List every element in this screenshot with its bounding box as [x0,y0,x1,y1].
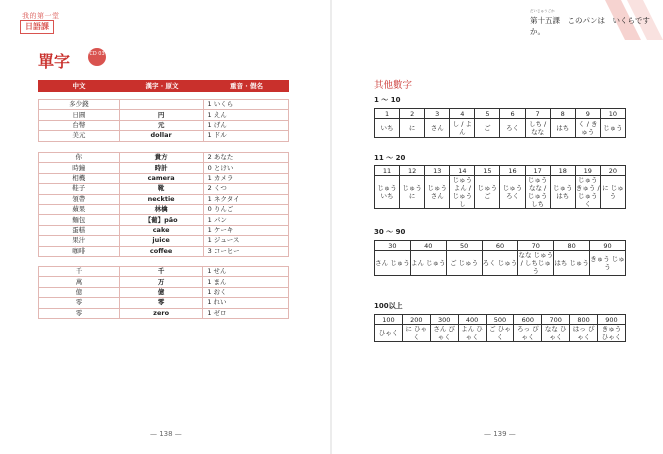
number-cell: 3 [425,109,450,119]
section-title: 單字 [38,52,71,71]
vocab-row [39,308,289,318]
reading-cell: じゅう ご [475,176,500,209]
vocab-row [39,215,289,225]
vocab-chinese: 鞋子 [39,184,120,194]
number-cell: 1 [375,109,400,119]
vocab-kanji: necktie [119,194,203,204]
vocab-row [39,131,289,141]
number-cell: 100 [375,315,403,325]
vocab-row [39,100,289,110]
header-reading: 重音 · 假名 [230,82,263,90]
vocab-row [39,287,289,297]
reading-row [375,251,626,276]
vocab-reading: 1 ケーキ [203,225,288,235]
number-cell: 17 [525,166,550,176]
lesson-ruby: だいじゅうごか [530,9,555,13]
vocab-row [39,277,289,287]
vocab-reading: 2 くつ [203,184,288,194]
vocab-chinese: 萬 [39,277,120,287]
number-cell: 13 [425,166,450,176]
vocab-row [39,225,289,235]
numbers-title: 其他數字 [374,80,413,91]
reading-cell: はち じゅう [554,251,590,276]
reading-cell: じゅう ろく [500,176,525,209]
reading-cell: じゅう [600,119,625,138]
reading-cell: きゅう じゅう [590,251,626,276]
number-cell: 16 [500,166,525,176]
vocab-reading: 2 あなた [203,153,288,163]
vocab-row [39,163,289,173]
vocab-table-large-numbers [38,266,289,319]
number-cell: 4 [450,109,475,119]
reading-cell: さん じゅう [375,251,411,276]
vocab-reading: 1 ゼロ [203,308,289,318]
vocab-row [39,236,289,246]
vocab-chinese: 時鐘 [39,163,120,173]
number-cell: 200 [402,315,430,325]
vocab-reading: 1 まん [203,277,289,287]
reading-cell: じゅう なな / じゅう しち [525,176,550,209]
block-label-11-20: 11 〜 20 [374,154,406,162]
vocab-reading: 1 おく [203,287,289,297]
vocab-chinese: 你 [39,153,120,163]
vocab-chinese: 蛋糕 [39,225,120,235]
block-label-100-plus: 100以上 [374,302,403,310]
left-page [0,0,331,454]
number-cell: 14 [450,166,475,176]
number-cell: 800 [570,315,598,325]
reading-cell: ご ひゃく [486,325,514,342]
vocab-row [39,267,289,277]
vocab-row [39,173,289,183]
reading-cell: さん [425,119,450,138]
header-kanji: 漢字 · 原文 [145,82,179,90]
number-cell: 400 [458,315,486,325]
reading-cell: ろっ ぴゃく [514,325,542,342]
reading-cell: はっ ぴゃく [570,325,598,342]
vocab-kanji: 万 [119,277,202,287]
vocab-reading: 1 れい [203,298,289,308]
vocab-kanji: zero [119,308,202,318]
lesson-title: 第十五課 このパンは いくらですか。 [530,16,650,36]
vocab-chinese: 麵包 [39,215,120,225]
vocab-row [39,153,289,163]
page-number-left: — 138 — [150,430,182,438]
header-chinese: 中文 [72,82,86,90]
reading-cell: ひゃく [375,325,403,342]
vocab-chinese: 多少錢 [39,100,120,110]
vocab-chinese: 蘋果 [39,204,120,214]
reading-cell: じゅう さん [425,176,450,209]
vocab-kanji: 貴方 [119,153,203,163]
reading-cell: ろく [500,119,525,138]
vocab-reading: 1 えん [203,110,289,120]
reading-cell: に ひゃく [402,325,430,342]
vocab-row [39,298,289,308]
vocab-row [39,120,289,130]
vocab-chinese: 相機 [39,173,120,183]
vocab-header [38,80,289,92]
vocab-row [39,194,289,204]
number-cell: 15 [475,166,500,176]
vocab-reading: 1 ジュース [203,236,288,246]
vocab-reading: 0 りんご [203,204,288,214]
page-number-right: — 139 — [484,430,516,438]
vocab-kanji: juice [119,236,203,246]
vocab-reading: 1 げん [203,120,289,130]
vocab-kanji: 元 [119,120,203,130]
number-cell: 18 [550,166,575,176]
reading-cell: さん びゃく [430,325,458,342]
vocab-reading: 0 とけい [203,163,288,173]
vocab-chinese: 日圓 [39,110,120,120]
reading-cell: じゅう いち [375,176,400,209]
number-cell: 8 [550,109,575,119]
reading-cell: し / よん [450,119,475,138]
number-cell: 7 [525,109,550,119]
block-label-30-90: 30 〜 90 [374,228,406,236]
vocab-kanji: 億 [119,287,202,297]
reading-cell: ご じゅう [446,251,482,276]
number-cell: 12 [400,166,425,176]
number-cell: 9 [575,109,600,119]
reading-row [375,119,626,138]
number-cell: 60 [482,241,518,251]
number-row [375,315,626,325]
vocab-kanji: cake [119,225,203,235]
vocab-chinese: 領帶 [39,194,120,204]
vocab-reading: 1 いくら [203,100,289,110]
number-row [375,241,626,251]
vocab-row [39,204,289,214]
vocab-kanji: 時計 [119,163,203,173]
vocab-kanji: camera [119,173,203,183]
vocab-kanji: 零 [119,298,202,308]
reading-cell: なな ひゃく [542,325,570,342]
reading-cell: じゅう に [400,176,425,209]
reading-cell: いち [375,119,400,138]
numbers-table-30-90 [374,240,626,276]
number-cell: 500 [486,315,514,325]
vocab-chinese: 千 [39,267,120,277]
number-cell: 900 [598,315,626,325]
number-cell: 6 [500,109,525,119]
number-row [375,109,626,119]
vocab-row [39,110,289,120]
number-cell: 30 [375,241,411,251]
number-cell: 600 [514,315,542,325]
number-cell: 700 [542,315,570,325]
vocab-reading: 1 カメラ [203,173,288,183]
reading-cell: く / きゅう [575,119,600,138]
vocab-kanji [119,100,203,110]
number-cell: 2 [400,109,425,119]
vocab-row [39,246,289,256]
reading-cell: よん じゅう [410,251,446,276]
vocab-chinese: 美元 [39,131,120,141]
number-cell: 10 [600,109,625,119]
vocab-chinese: 零 [39,298,120,308]
reading-cell: に じゅう [600,176,625,209]
vocab-reading: 1 せん [203,267,289,277]
reading-cell: じゅう よん / じゅう し [450,176,475,209]
right-page [332,0,663,454]
reading-cell: きゅう ひゃく [598,325,626,342]
number-cell: 90 [590,241,626,251]
vocab-kanji: 林檎 [119,204,203,214]
numbers-table-100-plus [374,314,626,342]
number-cell: 40 [410,241,446,251]
reading-cell: ご [475,119,500,138]
vocab-reading: 1 ネクタイ [203,194,288,204]
number-cell: 19 [575,166,600,176]
reading-row [375,325,626,342]
vocab-table-money [38,99,289,142]
reading-cell: じゅう はち [550,176,575,209]
number-cell: 70 [518,241,554,251]
vocab-reading: 3 コーヒー [203,246,288,256]
vocab-table-items [38,152,289,257]
number-cell: 20 [600,166,625,176]
vocab-reading: 1 ドル [203,131,289,141]
reading-cell: しち / なな [525,119,550,138]
series-box-label: 日語課 [20,20,54,34]
number-cell: 300 [430,315,458,325]
block-label-1-10: 1 〜 10 [374,96,401,104]
number-cell: 11 [375,166,400,176]
reading-row [375,176,626,209]
number-cell: 50 [446,241,482,251]
number-cell: 5 [475,109,500,119]
reading-cell: に [400,119,425,138]
cd-badge: CD 03 [88,48,106,66]
vocab-kanji: dollar [119,131,203,141]
vocab-chinese: 億 [39,287,120,297]
vocab-chinese: 果汁 [39,236,120,246]
vocab-chinese: 台幣 [39,120,120,130]
vocab-kanji: coffee [119,246,203,256]
vocab-row [39,184,289,194]
vocab-kanji: 【葡】pão [119,215,203,225]
vocab-chinese: 零 [39,308,120,318]
number-row [375,166,626,176]
vocab-reading: 1 パン [203,215,288,225]
reading-cell: はち [550,119,575,138]
numbers-table-11-20 [374,165,626,209]
vocab-chinese: 咖啡 [39,246,120,256]
numbers-table-1-10 [374,108,626,138]
reading-cell: ろく じゅう [482,251,518,276]
reading-cell: じゅう きゅう / じゅう く [575,176,600,208]
reading-cell: よん ひゃく [458,325,486,342]
number-cell: 80 [554,241,590,251]
reading-cell: なな じゅう / しちじゅう [518,251,554,275]
vocab-kanji: 円 [119,110,203,120]
series-label: 我的第一堂 [22,12,60,20]
vocab-kanji: 千 [119,267,202,277]
vocab-kanji: 靴 [119,184,203,194]
